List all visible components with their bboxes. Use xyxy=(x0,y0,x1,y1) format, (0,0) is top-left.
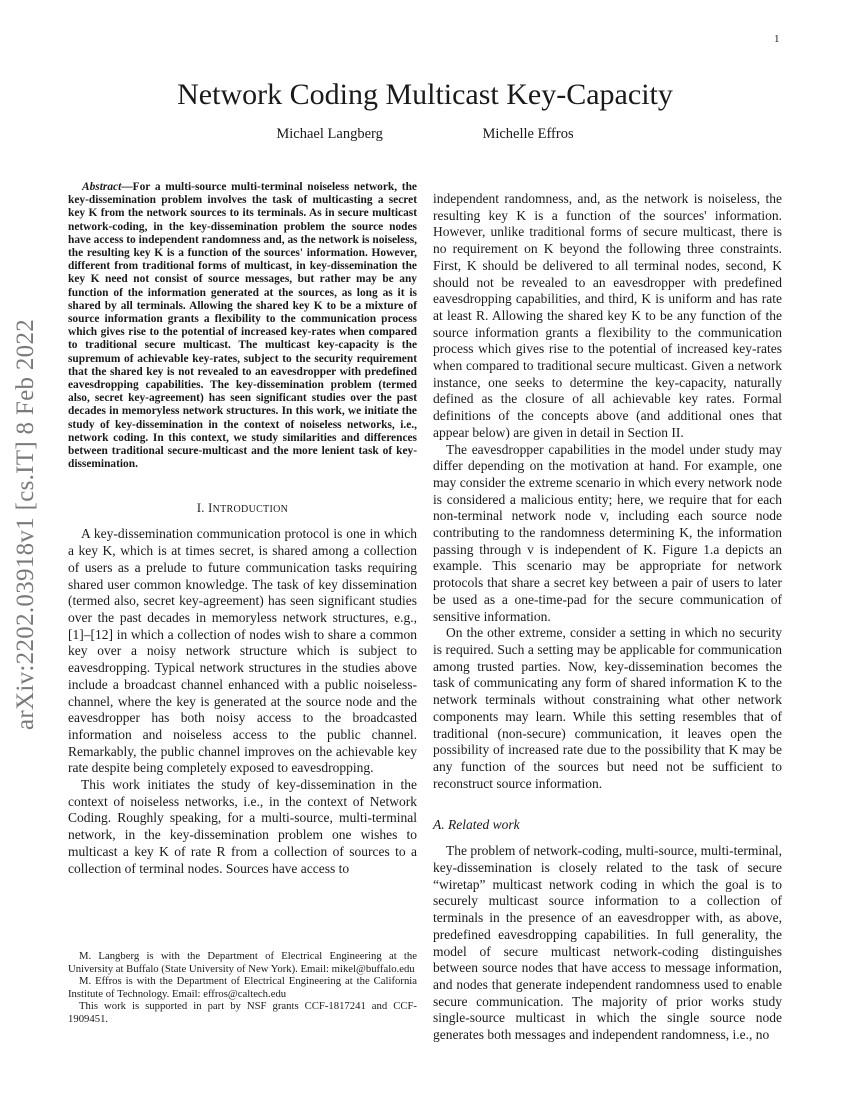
footnote-affiliation: M. Langberg is with the Department of Electrical Engineering at the University at Buffalo (State University of New York). Email: mikel@buffalo.edu xyxy=(68,950,417,975)
arxiv-identifier-stamp: arXiv:2202.03918v1 [cs.IT] 8 Feb 2022 xyxy=(12,318,39,730)
related-work-paragraph: The problem of network-coding, multi-source, multi-terminal, key-dissemination is closely related to the task of secure “wiretap” multicast network coding in which the goal is to securely multicast source information to a collection of terminals in the presence of an eavesdropper with, as above, predefined eavesdropping capabilities. In full generality, the model of secure multicast network-coding distinguishes between source nodes that have access to message information, and nodes that generate independent randomness used to enable secure communication. The majority of prior works study single-source multicast in which the single source node generates both messages and independent randomness, i.e., no xyxy=(433,843,782,1043)
intro-paragraph: On the other extreme, consider a setting in which no security is required. Such a setting may be applicable for communication among trusted parties. Now, key-dissemination becomes the task of communicating any form of shared information K to the network terminals without constraining what other network components may learn. While this setting resembles that of traditional (non-secure) communication, it leaves open the possibility of increased rate due to the possibility that K may be any function of the sources but need not be sufficient to reconstruct source information. xyxy=(433,625,782,791)
intro-paragraph: A key-dissemination communication protocol is one in which a key K, which is at times secret, is shared among a collection of users as a prelude to future communication tasks requiring shared user common knowledge. The task of key dissemination (termed also, secret key-agreement) has seen significant studies over the past decades in memoryless network structures, e.g., [1]–[12] in which a collection of nodes wish to share a common key over a noisy network structure which is subject to eavesdropping. Typical network structures in the studies above include a broadcast channel enhanced with a public noiseless-channel, where the key is generated at the source node and the eavesdropper has both noisy access to the broadcasted information and noiseless access to the public channel. Remarkably, the public channel improves on the achievable key rate despite being completely exposed to eavesdropping. xyxy=(68,526,417,776)
footnote-funding: This work is supported in part by NSF grants CCF-1817241 and CCF-1909451. xyxy=(68,1000,417,1025)
left-column xyxy=(68,181,417,877)
paper-title: Network Coding Multicast Key-Capacity xyxy=(177,78,673,111)
author-name: Michael Langberg xyxy=(276,126,383,142)
author-name: Michelle Effros xyxy=(482,126,574,142)
footnote-affiliation: M. Effros is with the Department of Electrical Engineering at the California Institute of Technology. Email: effros@caltech.edu xyxy=(68,975,417,1000)
right-column xyxy=(433,191,782,1044)
subsection-heading-related-work: A. Related work xyxy=(433,817,520,833)
page-number: 1 xyxy=(774,33,780,45)
footnotes xyxy=(68,950,417,1026)
intro-paragraph: This work initiates the study of key-dissemination in the context of noiseless networks, i.e., in the context of Network Coding. Roughly speaking, for a multi-source, multi-terminal network, in the key-dissemination problem one wishes to multicast a key K of rate R from a collection of sources to a collection of terminal nodes. Sources have access to xyxy=(68,777,417,876)
abstract xyxy=(68,181,417,471)
intro-paragraph: independent randomness, and, as the network is noiseless, the resulting key K is a function of the sources' information. However, unlike traditional forms of secure multicast, there is no requirement on K beyond the following three constraints. First, K should be delivered to all terminal nodes, second, K should not be revealed to an eavesdropper with predefined eavesdropping capabilities, and third, K is uniform and has rate at least R. Allowing the shared key K to be any function of the source information grants a flexibility to the communication process which gives rise to the potential of increased key-rates when compared to traditional secure multicast. Given a network instance, one seeks to determine the key-capacity, naturally defined as the closure of all achievable key rates. Formal definitions of the concepts above (and additional ones that appear below) are given in detail in Section II. xyxy=(433,191,782,440)
intro-paragraph: The eavesdropper capabilities in the model under study may differ depending on the motivation at hand. For example, one may consider the extreme scenario in which every network node is considered a malicious entity; here, we require that for each non-terminal network node v, including each source node contributing to the randomness determining K, the information passing through v is independent of K. Figure 1.a depicts an example. This scenario may be appropriate for network protocols that share a secret key between a pair of users to later be used as a one-time-pad for the secure communication of sensitive information. xyxy=(433,441,782,624)
abstract-text: —For a multi-source multi-terminal noiseless network, the key-dissemination problem involves the task of multicasting a secret key K from the network sources to its terminals. As in secure multicast network-coding, in the key-dissemination problem the source nodes have access to independent randomness and, as the network is noiseless, the resulting key K is a function of the sources' information. However, different from traditional forms of multicast, in key-dissemination the key K need not consist of source messages, but rather may be any function of the information generated at the sources, as long as it is shared by all terminals. Allowing the shared key K to be a mixture of source information grants a flexibility to the communication process which gives rise to the potential of increased key-rates when compared to traditional secure multicast. The multicast key-capacity is the supremum of achievable key-rates, subject to the security requirement that the shared key is not revealed to an eavesdropper with predefined eavesdropping capabilities. The key-dissemination problem (termed also, secret key-agreement) has seen significant studies over the past decades in memoryless network structures. In this work, we initiate the study of key-dissemination in the context of noiseless networks, i.e., network coding. In this context, we study similarities and differences between traditional secure-multicast and the more lenient task of key-dissemination. xyxy=(68,181,417,471)
section-heading-introduction: I. INTRODUCTION xyxy=(196,501,289,516)
author-list xyxy=(0,126,850,143)
abstract-label: Abstract xyxy=(82,181,122,193)
